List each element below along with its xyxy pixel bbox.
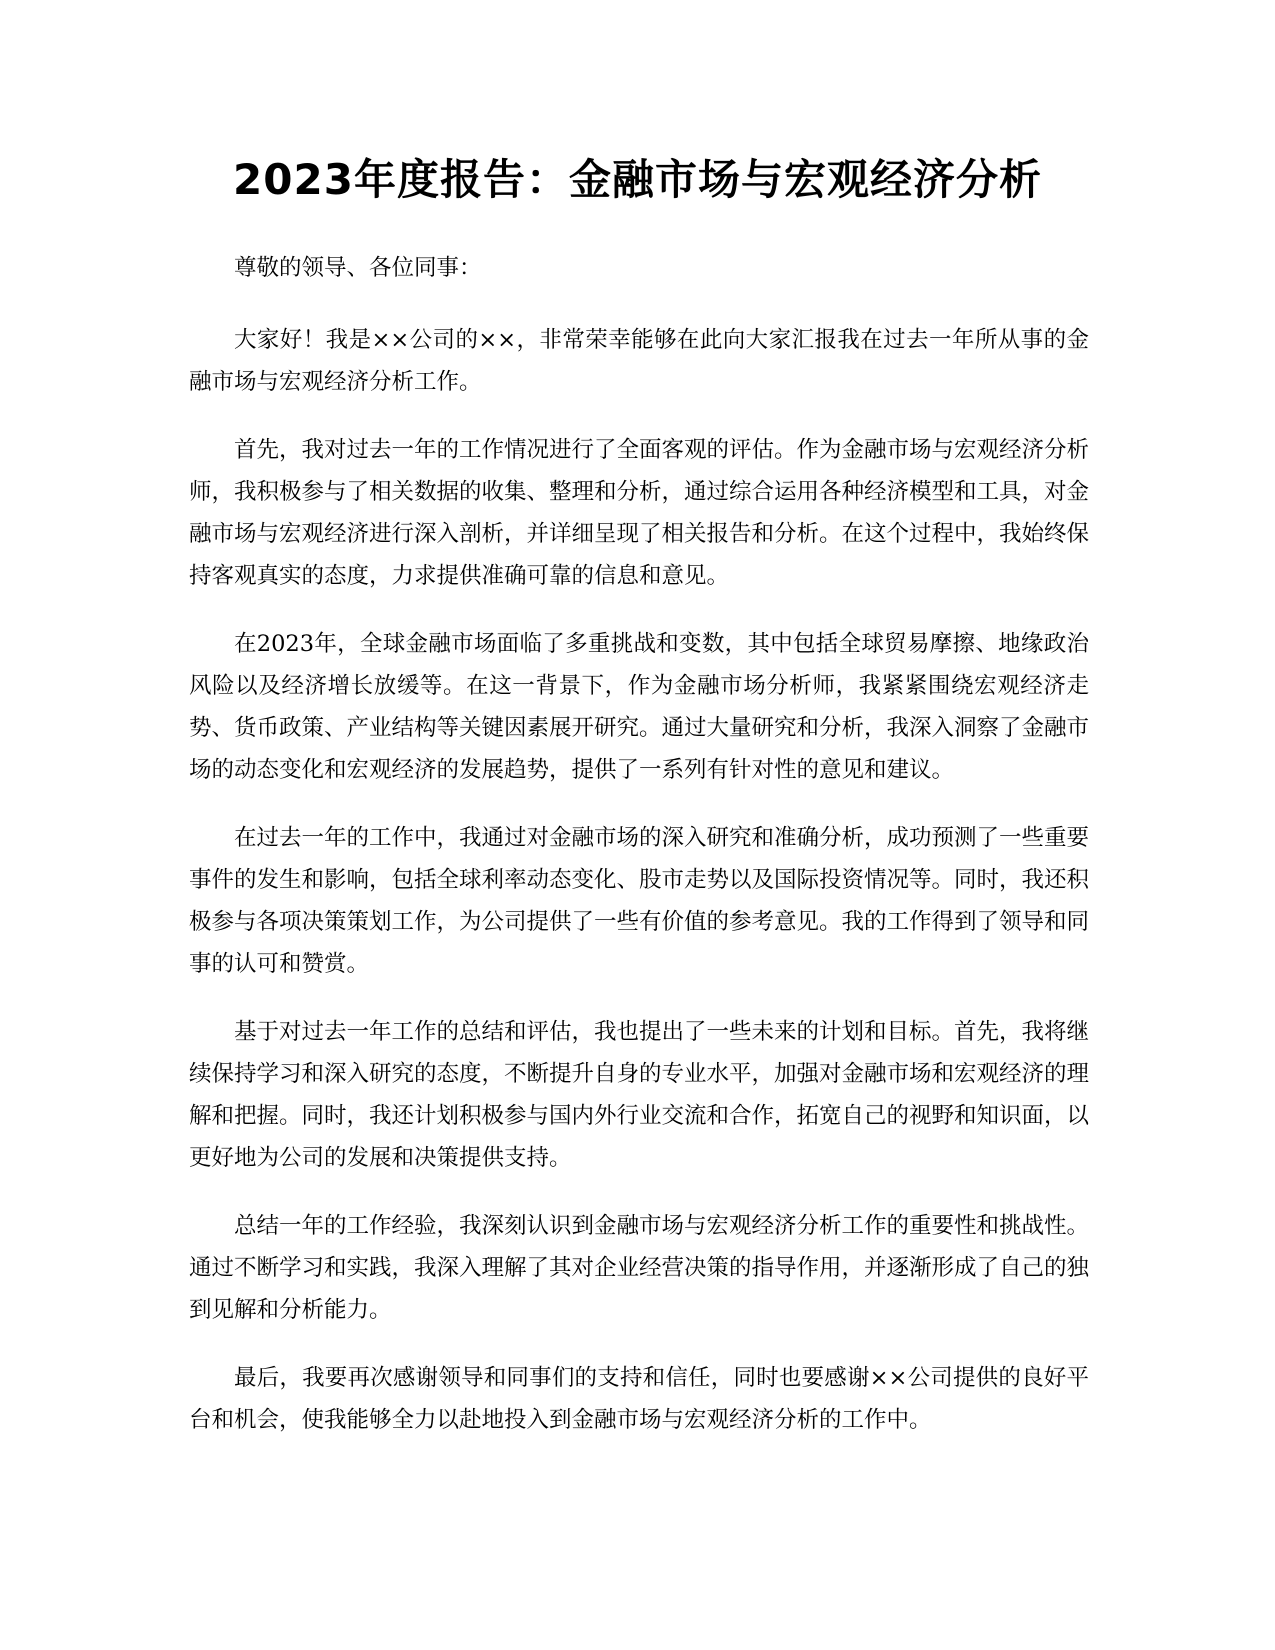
market-challenges-paragraph: 在2023年，全球金融市场面临了多重挑战和变数，其中包括全球贸易摩擦、地缘政治风险以及经济增长放缓等。在这一背景下，作为金融市场分析师，我紧紧围绕宏观经济走势、货币政策、产业结构等关键因素展开研究。通过大量研究和分析，我深入洞察了金融市场的动态变化和宏观经济的发展趋势，提供了一系列有针对性的意见和建议。 <box>189 631 1090 783</box>
document-title: 2023年度报告：金融市场与宏观经济分析 <box>233 155 1042 204</box>
summary-paragraph: 总结一年的工作经验，我深刻认识到金融市场与宏观经济分析工作的重要性和挑战性。通过不断学习和实践，我深入理解了其对企业经营决策的指导作用，并逐渐形成了自己的独到见解和分析能力。 <box>189 1213 1090 1323</box>
document-body <box>189 247 1089 1467</box>
closing-paragraph: 最后，我要再次感谢领导和同事们的支持和信任，同时也要感谢××公司提供的良好平台和机会，使我能够全力以赴地投入到金融市场与宏观经济分析的工作中。 <box>189 1365 1089 1433</box>
salutation-paragraph: 尊敬的领导、各位同事： <box>234 255 482 281</box>
greeting-paragraph: 大家好！我是××公司的××，非常荣幸能够在此向大家汇报我在过去一年所从事的金融市场与宏观经济分析工作。 <box>189 327 1089 395</box>
evaluation-paragraph: 首先，我对过去一年的工作情况进行了全面客观的评估。作为金融市场与宏观经济分析师，我积极参与了相关数据的收集、整理和分析，通过综合运用各种经济模型和工具，对金融市场与宏观经济进行深入剖析，并详细呈现了相关报告和分析。在这个过程中，我始终保持客观真实的态度，力求提供准确可靠的信息和意见。 <box>189 437 1090 589</box>
future-plans-paragraph: 基于对过去一年工作的总结和评估，我也提出了一些未来的计划和目标。首先，我将继续保持学习和深入研究的态度，不断提升自身的专业水平，加强对金融市场和宏观经济的理解和把握。同时，我还计划积极参与国内外行业交流和合作，拓宽自己的视野和知识面，以更好地为公司的发展和决策提供支持。 <box>189 1019 1090 1171</box>
achievements-paragraph: 在过去一年的工作中，我通过对金融市场的深入研究和准确分析，成功预测了一些重要事件的发生和影响，包括全球利率动态变化、股市走势以及国际投资情况等。同时，我还积极参与各项决策策划工作，为公司提供了一些有价值的参考意见。我的工作得到了领导和同事的认可和赞赏。 <box>189 825 1090 977</box>
